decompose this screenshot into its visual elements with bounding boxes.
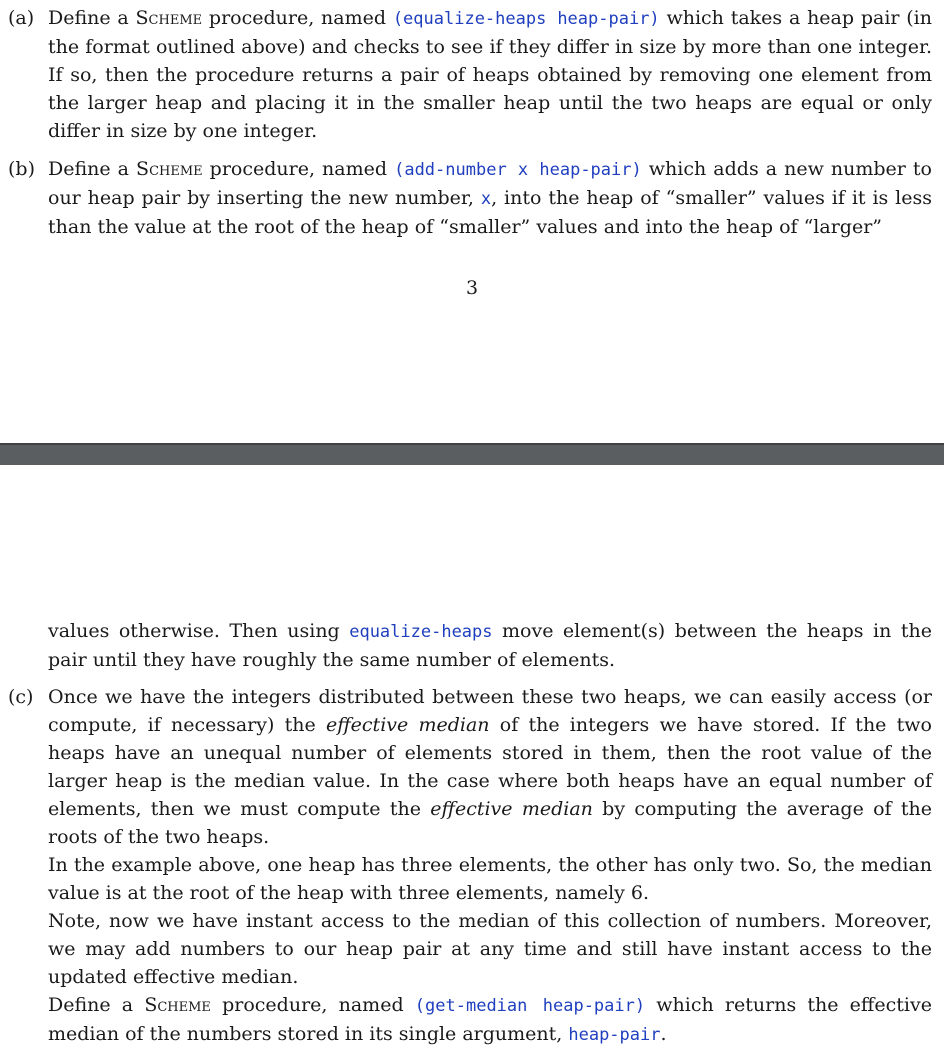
code-x: x xyxy=(480,189,492,209)
code-equalize-heaps-signature: (equalize-heaps heap-pair) xyxy=(392,9,660,29)
page-separator xyxy=(0,443,944,465)
item-a xyxy=(8,4,932,145)
item-c-paragraph-2: In the example above, one heap has three elements, the other has only two. So, the median value is at the root of the heap with three elements, namely 6. xyxy=(48,854,932,904)
scheme-word: Scheme xyxy=(136,158,203,180)
item-c-label: (c) xyxy=(8,686,34,708)
item-b-text: Define a Scheme procedure, named (add-number x heap-pair) which adds a new number to our heap pair by inserting the new number, x, into the heap of “smaller” values if it is less than the value at the root of the heap of “smaller” values and into the heap of “larger” xyxy=(48,158,932,238)
page-number: 3 xyxy=(465,277,479,299)
item-c-paragraph-1: Once we have the integers distributed between these two heaps, we can easily access (or compute, if necessary) the effective median of the integers we have stored. If the two heaps have an unequal number of elements stored in them, then the root value of the larger heap is the median value. In the case where both heaps have an equal number of elements, then we must compute the effective median by computing the average of the roots of the two heaps. xyxy=(48,686,932,848)
item-a-label: (a) xyxy=(8,7,35,29)
code-heap-pair: heap-pair xyxy=(568,1025,661,1045)
item-c xyxy=(8,683,932,1049)
item-c-text xyxy=(48,683,932,1049)
emph-effective-median: effective median xyxy=(325,714,490,736)
code-get-median-signature: (get-median heap-pair) xyxy=(414,996,646,1016)
item-c-paragraph-4: Define a Scheme procedure, named (get-median heap-pair) which returns the effective median of the numbers stored in its single argument, heap-pair. xyxy=(48,994,932,1045)
item-b xyxy=(8,155,932,241)
item-b-label: (b) xyxy=(8,158,35,180)
scheme-word: Scheme xyxy=(135,7,203,29)
page-bottom xyxy=(0,465,944,1045)
item-a-text: Define a Scheme procedure, named (equalize-heaps heap-pair) which takes a heap pair (in the format outlined above) and checks to see if they differ in size by more than one integer. If so, then the procedure returns a pair of heaps obtained by removing one element from the larger heap and placing it in the smaller heap until the two heaps are equal or only differ in size by one integer. xyxy=(48,7,932,142)
code-add-number-signature: (add-number x heap-pair) xyxy=(394,160,642,180)
code-equalize-heaps: equalize-heaps xyxy=(349,622,493,642)
page-top xyxy=(0,0,944,443)
scheme-word: Scheme xyxy=(144,994,211,1016)
emph-effective-median: effective median xyxy=(430,798,593,820)
item-c-paragraph-3: Note, now we have instant access to the median of this collection of numbers. Moreover, we may add numbers to our heap pair at any time and still have instant access to the updated effective median. xyxy=(48,910,932,988)
item-b-continuation: values otherwise. Then using equalize-heaps move element(s) between the heaps in the pair until they have roughly the same number of elements. xyxy=(48,620,932,671)
